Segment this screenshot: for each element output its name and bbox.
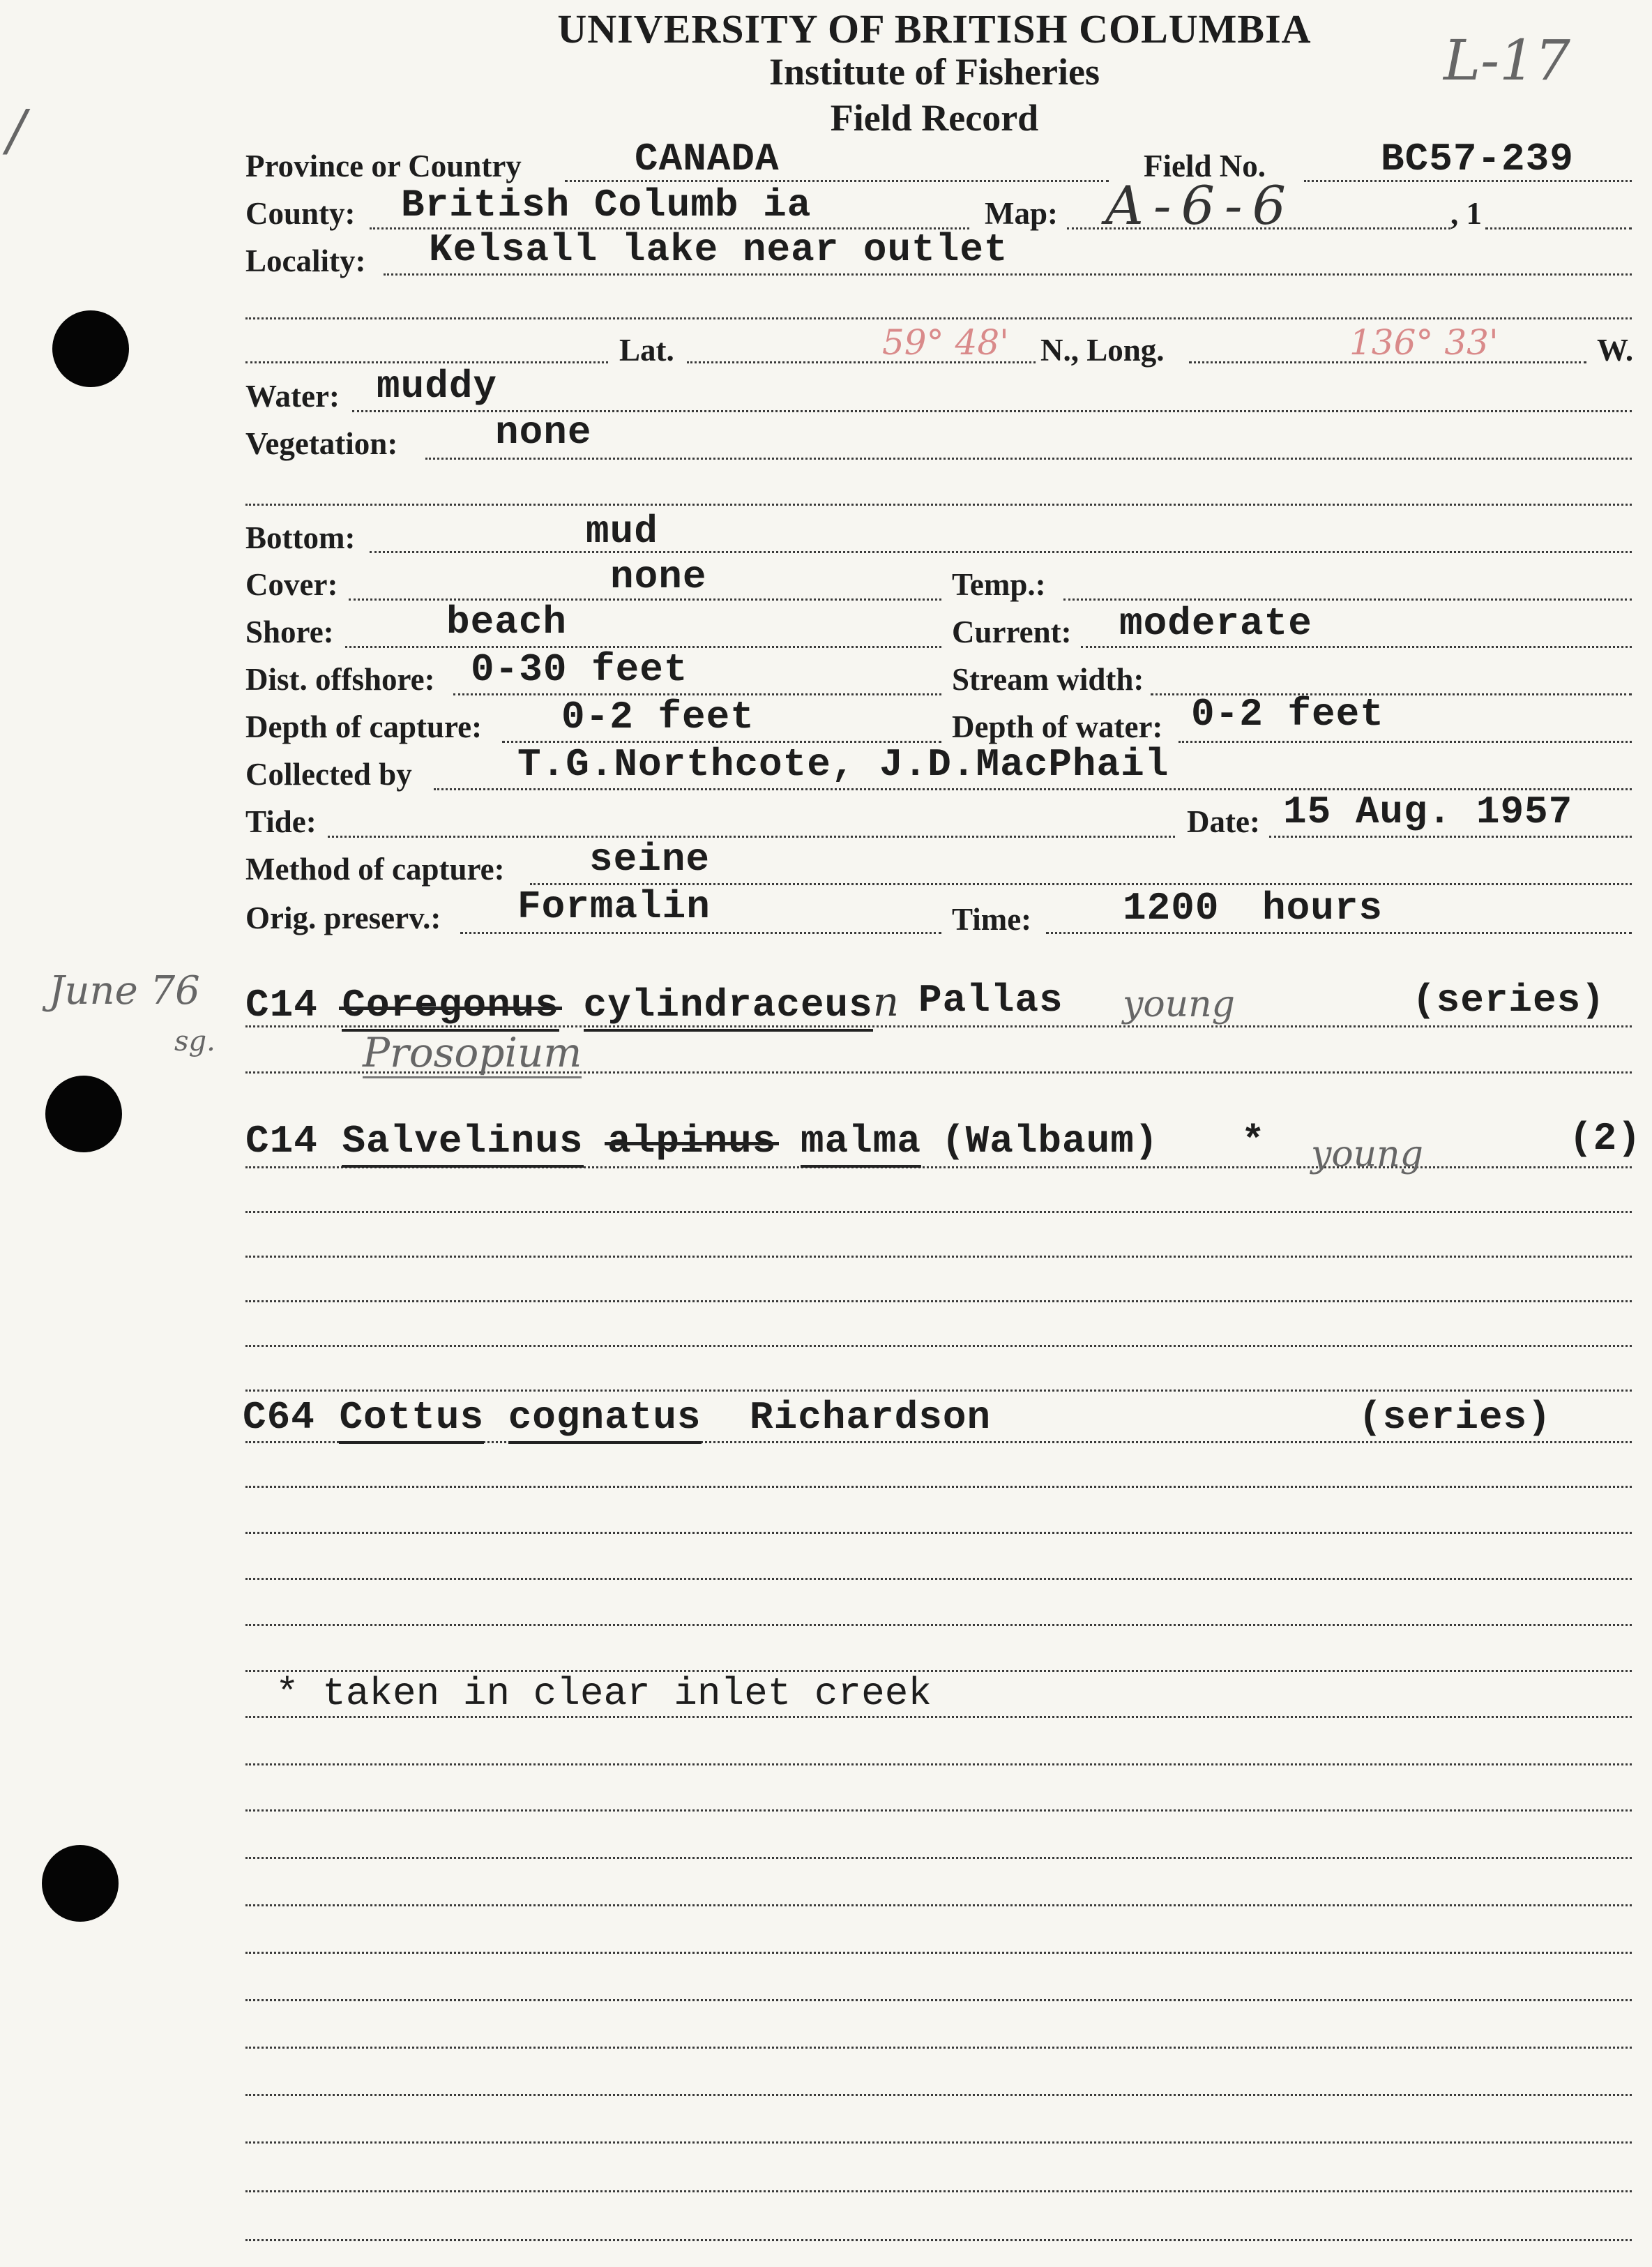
vegetation-value: none — [495, 410, 592, 455]
ruled-line — [245, 2239, 1632, 2241]
tide-line — [328, 836, 1175, 838]
province-value: CANADA — [635, 137, 780, 181]
ruled-line — [245, 1486, 1632, 1488]
punch-hole-bottom — [42, 1845, 119, 1922]
map-label: Map: — [985, 196, 1058, 231]
entry2-species: malma — [801, 1119, 921, 1168]
department-title: Institute of Fisheries — [769, 51, 1100, 93]
vegetation-line-2 — [245, 504, 1632, 506]
shore-label: Shore: — [245, 615, 334, 649]
lat-pre-line — [245, 361, 608, 363]
stream-width-label: Stream width: — [952, 662, 1144, 697]
ruled-line — [245, 1211, 1632, 1213]
locality-line — [384, 273, 1632, 276]
ruled-line — [245, 1904, 1632, 1906]
ruled-line — [245, 1857, 1632, 1859]
current-label: Current: — [952, 615, 1072, 649]
depth-water-line — [1179, 741, 1632, 743]
entry1-code: C14 — [245, 983, 318, 1027]
entry3-count: (series) — [1358, 1395, 1552, 1440]
ruled-line — [245, 2190, 1632, 2192]
catalog-entry-1 — [245, 978, 900, 1027]
margin-initials-note: sg. — [174, 1025, 215, 1057]
locality-value: Kelsall lake near outlet — [429, 227, 1008, 272]
tide-label: Tide: — [245, 804, 317, 839]
ruled-line — [245, 1578, 1632, 1580]
date-value: 15 Aug. 1957 — [1283, 790, 1573, 834]
long-value: 136° 33' — [1349, 322, 1499, 363]
cover-value: none — [610, 555, 707, 599]
ruled-line — [245, 2094, 1632, 2096]
entry1-note: young — [1123, 984, 1235, 1025]
form-title: Field Record — [830, 97, 1039, 139]
current-line — [1081, 646, 1632, 648]
depth-capture-value: 0-2 feet — [561, 695, 755, 739]
lat-value: 59° 48' — [882, 322, 1009, 363]
map-suffix-line — [1485, 227, 1632, 229]
temp-line — [1063, 598, 1632, 601]
time-unit: hours — [1262, 886, 1384, 931]
institution-title: UNIVERSITY OF BRITISH COLUMBIA — [557, 6, 1312, 52]
date-line — [1269, 836, 1632, 838]
entry3-species: cognatus — [508, 1395, 702, 1444]
locality-label: Locality: — [245, 243, 366, 278]
time-line — [1046, 932, 1632, 934]
entry2-asterisk: * — [1241, 1119, 1266, 1163]
field-no-value: BC57-239 — [1381, 137, 1574, 181]
ruled-line — [245, 1389, 1632, 1392]
ruled-line — [245, 1809, 1632, 1812]
entry2-genus: Salvelinus — [342, 1119, 583, 1168]
ruled-line — [245, 1999, 1632, 2001]
long-suffix: W. — [1597, 333, 1634, 368]
bottom-value: mud — [586, 509, 658, 554]
province-label: Province or Country — [245, 149, 522, 183]
ruled-line — [245, 1532, 1632, 1534]
ruled-line — [245, 1716, 1632, 1718]
ruled-line — [245, 2047, 1632, 2049]
depth-water-label: Depth of water: — [952, 709, 1163, 744]
shore-value: beach — [446, 600, 568, 645]
entry3-code: C64 — [243, 1395, 315, 1440]
lat-label: Lat. — [619, 333, 674, 368]
entry1-genus-struck: Coregonus — [342, 983, 559, 1032]
temp-label: Temp.: — [952, 567, 1046, 602]
ruled-line — [245, 1300, 1632, 1302]
map-value: A-6-6 — [1105, 174, 1296, 236]
collected-by-value: T.G.Northcote, J.D.MacPhail — [517, 742, 1169, 787]
entry1-author: Pallas — [918, 978, 1063, 1023]
footnote: * taken in clear inlet creek — [275, 1671, 932, 1716]
entry3-author: Richardson — [750, 1395, 992, 1440]
ruled-line — [245, 1256, 1632, 1258]
entry1-species: cylindraceus — [584, 983, 873, 1032]
margin-date-note: June 76 — [49, 968, 200, 1014]
punch-hole-middle — [45, 1076, 122, 1152]
entry2-code: C14 — [245, 1119, 318, 1163]
vegetation-line — [425, 458, 1632, 460]
top-right-note: L-17 — [1443, 28, 1570, 93]
map-suffix: , 1 — [1450, 196, 1482, 231]
ruled-line — [245, 1345, 1632, 1347]
margin-mark: / — [7, 98, 26, 163]
entry2-species-struck: alpinus — [607, 1119, 777, 1163]
current-value: moderate — [1119, 601, 1312, 646]
preserv-value: Formalin — [517, 884, 711, 929]
entry2-author: (Walbaum) — [941, 1119, 1159, 1163]
bottom-line — [370, 551, 1632, 553]
ruled-line — [245, 1624, 1632, 1626]
preserv-label: Orig. preserv.: — [245, 901, 441, 935]
depth-water-value: 0-2 feet — [1191, 692, 1384, 737]
long-label: N., Long. — [1040, 333, 1165, 368]
field-no-label: Field No. — [1144, 149, 1266, 183]
entry1-correction: Prosopium — [363, 1029, 582, 1078]
entry1-species-tail: n — [872, 978, 900, 1025]
method-value: seine — [589, 837, 711, 882]
collected-by-label: Collected by — [245, 757, 412, 792]
catalog-entry-3 — [243, 1395, 702, 1440]
cover-label: Cover: — [245, 567, 338, 602]
entry1-count: (series) — [1412, 978, 1605, 1023]
county-value: British Columb ia — [401, 183, 812, 227]
entry2-count: (2) — [1569, 1116, 1642, 1161]
ruled-line — [245, 1763, 1632, 1765]
water-value: muddy — [377, 364, 498, 409]
dist-offshore-value: 0-30 feet — [471, 647, 688, 692]
catalog-entry-2 — [245, 1119, 921, 1163]
water-label: Water: — [245, 379, 340, 414]
time-value: 1200 — [1123, 886, 1220, 931]
preserv-line — [460, 932, 941, 934]
method-label: Method of capture: — [245, 852, 505, 887]
county-label: County: — [245, 196, 356, 231]
bottom-label: Bottom: — [245, 520, 356, 555]
vegetation-label: Vegetation: — [245, 426, 398, 461]
date-label: Date: — [1187, 804, 1260, 839]
depth-capture-label: Depth of capture: — [245, 709, 483, 744]
punch-hole-top — [52, 310, 129, 387]
ruled-line — [245, 2141, 1632, 2144]
locality-line-2 — [245, 317, 1632, 319]
time-label: Time: — [952, 902, 1032, 937]
ruled-line — [245, 1952, 1632, 1954]
entry2-note: young — [1311, 1134, 1423, 1175]
entry3-genus: Cottus — [339, 1395, 484, 1444]
dist-offshore-label: Dist. offshore: — [245, 662, 435, 697]
